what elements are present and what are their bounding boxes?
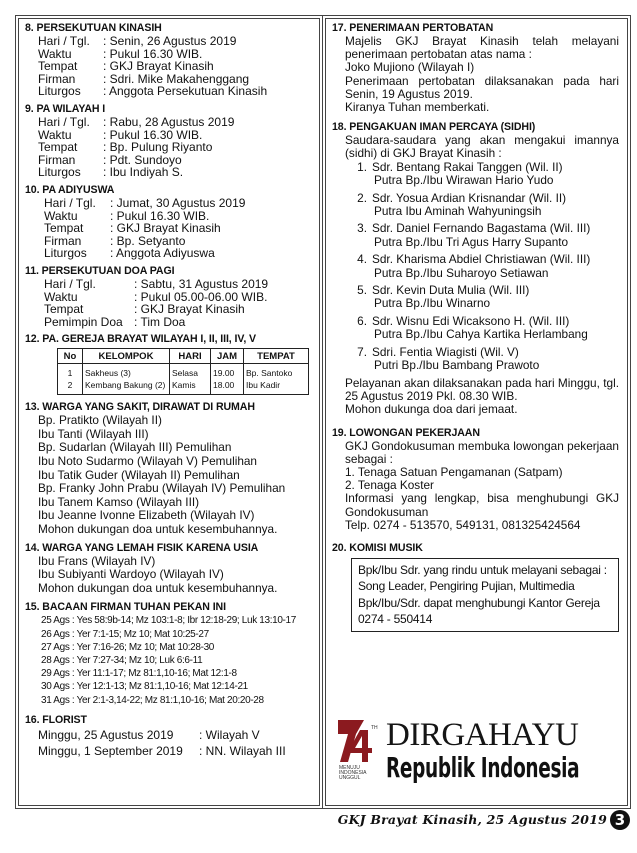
cell-kelompok: Kembang Bakung (2) (83, 379, 170, 395)
list-item: Bp. Pratikto (Wilayah II) (38, 413, 162, 428)
section-title: 12. PA. GEREJA BRAYAT WILAYAH I, II, III, IV, V (25, 333, 256, 346)
schedule-details (25, 278, 315, 328)
logo-sup: TH (371, 725, 378, 731)
section-bacaan-firman (19, 595, 319, 706)
list-item (345, 222, 623, 248)
schedule-details (25, 35, 315, 98)
section-komisi-musik (326, 532, 627, 632)
item-number: 2. (357, 190, 367, 205)
label: Liturgos (38, 84, 81, 99)
section-pa-gereja-brayat (19, 328, 319, 395)
cell-tempat: Bp. Santoko (244, 364, 309, 380)
column-header: KELOMPOK (83, 349, 170, 364)
list-item (345, 192, 623, 218)
label: Tempat (38, 59, 78, 74)
value: : GKJ Brayat Kinasih (103, 59, 214, 74)
ri-74-logo (334, 714, 384, 784)
section-title: 10. PA ADIYUSWA (25, 183, 115, 196)
label: Pemimpin Doa (44, 314, 123, 329)
logo-tagline: MENUJU (339, 765, 360, 771)
section-penerimaan-pertobatan (326, 19, 627, 114)
schedule-details (25, 116, 315, 179)
value: : Sabtu, 31 Agustus 2019 (134, 276, 269, 291)
list-item (345, 346, 623, 372)
prayer-request: Mohon dukungan doa untuk kesembuhannya. (38, 522, 278, 537)
section-title: 14. WARGA YANG LEMAH FISIK KARENA USIA (25, 541, 259, 554)
section-title: 11. PERSEKUTUAN DOA PAGI (25, 264, 175, 277)
value: : Bp. Pulung Riyanto (103, 140, 213, 155)
banner-republik-indonesia: Republik Indonesia (386, 751, 580, 784)
item-number: 7. (357, 345, 367, 360)
penitent-name: Joko Mujiono (Wilayah I) (345, 60, 475, 75)
value: : Anggota Adiyuswa (110, 246, 215, 261)
reading-item: 31 Ags : Yer 2:1-3,14-22; Mz 81:1,10-16; Mat 20:20-28 (41, 694, 264, 706)
value: : Pdt. Sundoyo (103, 152, 182, 167)
florist-date: Minggu, 1 September 2019 (38, 744, 183, 759)
contact-phone: Telp. 0274 - 513570, 549131, 081325424564 (345, 517, 581, 532)
section-title: 19. LOWONGAN PEKERJAAN (332, 426, 480, 439)
value: : Ibu Indiyah S. (103, 165, 184, 180)
logo-tagline: INDONESIA (339, 770, 367, 776)
reading-item: 26 Ags : Yer 7:1-15; Mz 10; Mat 10:25-27 (41, 628, 209, 640)
candidate-name: Sdri. Fentia Wiagisti (Wil. V) (372, 345, 519, 360)
list-item (345, 161, 623, 187)
item-number: 1. (357, 159, 367, 174)
candidate-name: Sdr. Kevin Duta Mulia (Wil. III) (372, 283, 530, 298)
candidate-name: Sdr. Kharisma Abdiel Christiawan (Wil. III) (372, 252, 591, 267)
paragraph: Majelis GKJ Brayat Kinasih telah melayani penerimaan pertobatan atas nama : (345, 34, 619, 62)
list-item (345, 253, 623, 279)
candidate-parent: Putra Bp./Ibu Tri Agus Harry Supanto (374, 234, 569, 249)
value: : GKJ Brayat Kinasih (134, 302, 245, 317)
label: Hari / Tgl. (44, 276, 96, 291)
prayer-request: Mohon dukungan doa untuk kesembuhannya. (38, 580, 278, 595)
section-title: 20. KOMISI MUSIK (332, 542, 423, 554)
cell-tempat: Ibu Kadir (244, 379, 309, 395)
section-title: 16. FLORIST (25, 713, 87, 726)
candidate-parent: Putri Bp./Ibu Bambang Prawoto (374, 358, 540, 373)
banner-dirgahayu: DIRGAHAYU (386, 717, 579, 753)
value: : Pukul 16.30 WIB. (103, 46, 203, 61)
section-lowongan-pekerjaan (326, 417, 627, 532)
value: : Jumat, 30 Agustus 2019 (110, 195, 246, 210)
candidate-parent: Putra Bp./Ibu Wirawan Hario Yudo (374, 172, 554, 187)
page-number: 3 (610, 810, 630, 830)
label: Tempat (44, 221, 84, 236)
candidate-list (332, 161, 623, 373)
section-florist (19, 707, 319, 760)
label: Firman (38, 71, 76, 86)
section-warga-sakit (19, 395, 319, 536)
cell-hari: Kamis (170, 379, 211, 395)
label: Firman (38, 152, 76, 167)
job-intro: GKJ Gondokusuman membuka lowongan pekerjaan sebagai : (345, 438, 619, 466)
item-number: 4. (357, 252, 367, 267)
cell-jam: 18.00 (211, 379, 244, 395)
section-title: 18. PENGAKUAN IMAN PERCAYA (SIDHI) (332, 121, 536, 134)
value: : Rabu, 28 Agustus 2019 (103, 114, 235, 129)
section-warga-lemah-fisik (19, 537, 319, 596)
label: Waktu (44, 289, 78, 304)
column-header: TEMPAT (244, 349, 309, 364)
blessing: Kiranya Tuhan memberkati. (345, 100, 490, 115)
label: Tempat (38, 140, 78, 155)
candidate-name: Sdr. Yosua Ardian Krisnandar (Wil. II) (372, 190, 567, 205)
intro-paragraph: Saudara-saudara yang akan mengakui imannya (sidhi) di GKJ Brayat Kinasih : (345, 133, 619, 161)
reading-item: 29 Ags : Yer 11:1-17; Mz 81:1,10-16; Mat 12:1-8 (41, 668, 237, 680)
logo-tagline: UNGGUL (339, 775, 361, 781)
value: : Anggota Persekutuan Kinasih (103, 84, 268, 99)
florist-schedule (25, 727, 315, 760)
section-persekutuan-doa-pagi (19, 260, 319, 328)
cell-no: 2 (58, 379, 83, 395)
label: Tempat (44, 302, 84, 317)
independence-day-banner (334, 714, 624, 784)
item-number: 5. (357, 283, 367, 298)
job-item: 2. Tenaga Koster (345, 478, 434, 493)
value: : Pukul 16.30 WIB. (103, 127, 203, 142)
section-body (332, 35, 623, 114)
value: : Pukul 16.30 WIB. (110, 208, 210, 223)
list-item: Ibu Tanti (Wilayah III) (38, 426, 149, 441)
notice-line: Song Leader, Pengiring Pujian, Multimedia (358, 579, 575, 594)
notice-line: 0274 - 550414 (358, 611, 433, 626)
section-persekutuan-kinasih (19, 19, 319, 98)
florist-assignee: : NN. Wilayah III (199, 744, 286, 759)
item-number: 3. (357, 221, 367, 236)
list-item: Ibu Tanem Kamso (Wilayah III) (38, 494, 200, 509)
table-row (58, 379, 309, 395)
elderly-list (25, 555, 315, 596)
candidate-parent: Putra Ibu Aminah Wahyuningsih (374, 203, 542, 218)
cell-jam: 19.00 (211, 364, 244, 380)
section-pa-adiyuswa (19, 179, 319, 260)
contact-info: Informasi yang lengkap, bisa menghubungi GKJ Gondokusuman (345, 491, 619, 519)
reading-item: 30 Ags : Yer 12:1-13; Mz 81:1,10-16; Mat 12:14-21 (41, 681, 248, 693)
list-item: Ibu Noto Sudarmo (Wilayah V) Pemulihan (38, 454, 257, 469)
column-header: HARI (170, 349, 211, 364)
list-item (345, 315, 623, 341)
service-info: Pelayanan akan dilaksanakan pada hari Minggu, tgl. 25 Agustus 2019 Pkl. 08.30 WIB. (345, 375, 619, 404)
label: Firman (44, 233, 82, 248)
value: : Bp. Setyanto (110, 233, 186, 248)
list-item: Bp. Sudarlan (Wilayah III) Pemulihan (38, 440, 232, 455)
reading-list (25, 614, 315, 706)
music-notice-box (351, 558, 619, 632)
value: : Senin, 26 Agustus 2019 (103, 34, 237, 48)
section-pengakuan-iman (326, 114, 627, 416)
list-item (345, 284, 623, 310)
label: Waktu (38, 46, 72, 61)
candidate-name: Sdr. Daniel Fernando Bagastama (Wil. III) (372, 221, 591, 236)
group-schedule-table (57, 348, 309, 395)
right-column (322, 15, 631, 809)
label: Liturgos (44, 246, 87, 261)
list-item: Ibu Frans (Wilayah IV) (38, 553, 156, 568)
cell-kelompok: Sakheus (3) (83, 364, 170, 380)
value: : Pukul 05.00-06.00 WIB. (134, 289, 268, 304)
list-item: Ibu Jeanne Ivonne Elizabeth (Wilayah IV) (38, 508, 255, 523)
schedule-details (25, 197, 315, 260)
item-number: 6. (357, 314, 367, 329)
label: Hari / Tgl. (38, 114, 90, 129)
left-column (15, 15, 323, 809)
florist-date: Minggu, 25 Agustus 2019 (38, 727, 174, 742)
candidate-parent: Putra Bp./Ibu Winarno (374, 296, 491, 311)
paragraph: Penerimaan pertobatan dilaksanakan pada hari Senin, 19 Agustus 2019. (345, 73, 619, 101)
label: Liturgos (38, 165, 81, 180)
label: Waktu (44, 208, 78, 223)
list-item: Ibu Subiyanti Wardoyo (Wilayah IV) (38, 567, 224, 582)
cell-no: 1 (58, 364, 83, 380)
notice-line: Bpk/Ibu Sdr. yang rindu untuk melayani sebagai : (358, 563, 607, 577)
logo-74-icon (334, 714, 384, 784)
notice-line: Bpk/Ibu/Sdr. dapat menghubungi Kantor Gereja (358, 595, 600, 610)
candidate-name: Sdr. Wisnu Edi Wicaksono H. (Wil. III) (372, 314, 570, 329)
section-title: 17. PENERIMAAN PERTOBATAN (332, 22, 494, 34)
section-title: 15. BACAAN FIRMAN TUHAN PEKAN INI (25, 601, 226, 614)
section-title: 8. PERSEKUTUAN KINASIH (25, 22, 162, 34)
table-row (58, 364, 309, 380)
job-item: 1. Tenaga Satuan Pengamanan (Satpam) (345, 464, 563, 479)
section-title: 9. PA WILAYAH I (25, 102, 106, 115)
reading-item: 25 Ags : Yes 58:9b-14; Mz 103:1-8; Ibr 12:18-29; Luk 13:10-17 (41, 615, 296, 627)
reading-item: 27 Ags : Yer 7:16-26; Mz 10; Mat 10:28-30 (41, 641, 214, 653)
list-item: Ibu Tatik Guder (Wilayah II) Pemulihan (38, 467, 240, 482)
value: : Sdri. Mike Makahenggang (103, 71, 250, 86)
table-header-row (58, 349, 309, 364)
cell-hari: Selasa (170, 364, 211, 380)
column-header: No (58, 349, 83, 364)
column-header: JAM (211, 349, 244, 364)
value: : GKJ Brayat Kinasih (110, 221, 221, 236)
label: Hari / Tgl. (38, 34, 90, 48)
candidate-parent: Putra Bp./Ibu Suharoyo Setiawan (374, 265, 549, 280)
florist-assignee: : Wilayah V (199, 727, 260, 742)
list-item: Bp. Franky John Prabu (Wilayah IV) Pemulihan (38, 481, 286, 496)
sick-list (25, 414, 315, 536)
candidate-name: Sdr. Bentang Rakai Tanggen (Wil. II) (372, 159, 563, 174)
label: Hari / Tgl. (44, 195, 96, 210)
label: Waktu (38, 127, 72, 142)
section-title: 13. WARGA YANG SAKIT, DIRAWAT DI RUMAH (25, 401, 255, 414)
reading-item: 28 Ags : Yer 7:27-34; Mz 10; Luk 6:6-11 (41, 655, 203, 667)
page-footer: GKJ Brayat Kinasih, 25 Agustus 2019 (337, 812, 607, 827)
value: : Tim Doa (134, 314, 186, 329)
section-pa-wilayah-1 (19, 98, 319, 179)
prayer-request: Mohon dukunga doa dari jemaat. (345, 402, 518, 417)
candidate-parent: Putra Bp./Ibu Cahya Kartika Herlambang (374, 327, 588, 342)
